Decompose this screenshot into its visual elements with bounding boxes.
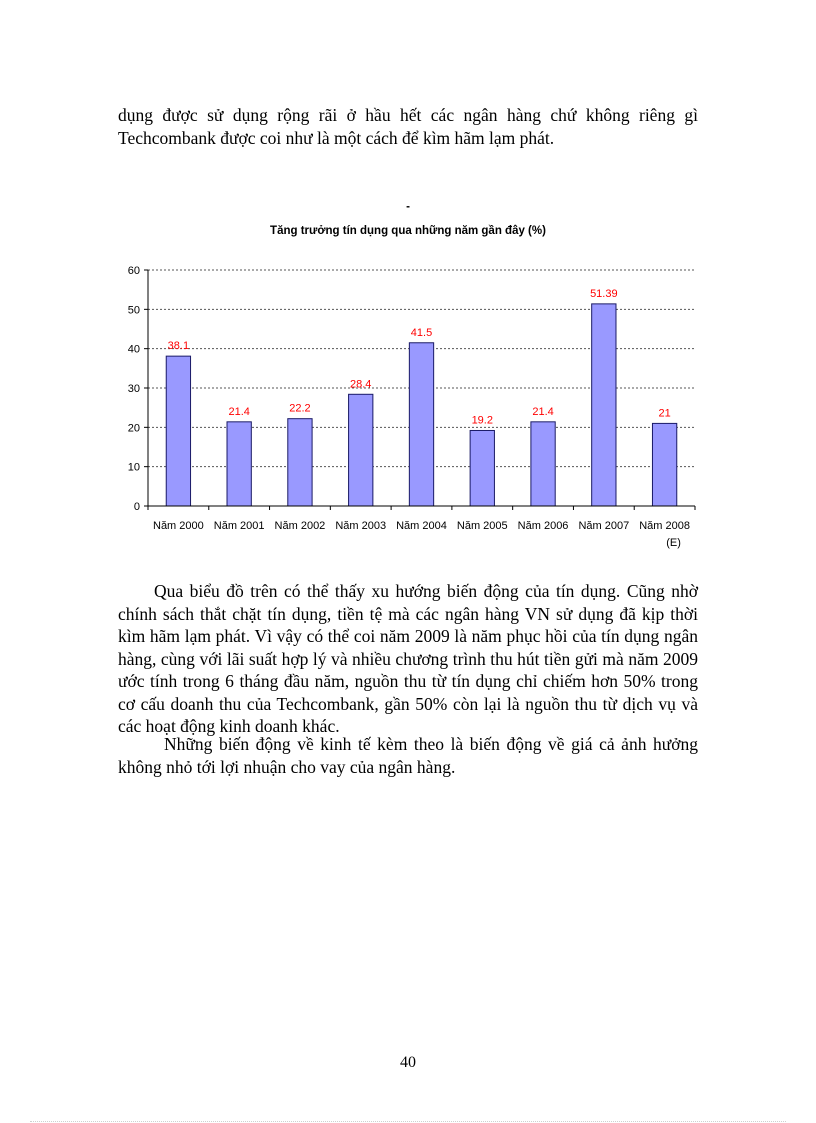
paragraph-analysis: Qua biểu đồ trên có thể thấy xu hướng biến động của tín dụng. Cũng nhờ chính sách thắt chặt tín dụng, tiền tệ mà các ngân hàng VN sử dụng đã kịp thời kìm hãm lạm phát. Vì vậy có thể coi năm 2009 là năm phục hồi của tín dụng ngân hàng, cùng với lãi suất hợp lý và nhiều chương trình thu hút tiền gửi mà năm 2009 ước tính trong 6 tháng đầu năm, nguồn thu từ tín dụng chỉ chiếm hơn 50% trong cơ cấu doanh thu của Techcombank, gần 50% còn lại là nguồn thu từ dịch vụ và các hoạt động kinh doanh khác. [118,581,698,736]
category-label: Năm 2004 [396,520,447,532]
y-tick-label: 0 [133,501,140,513]
category-label: Năm 2008 [639,520,690,532]
category-label: Năm 2000 [153,520,204,532]
category-label: Năm 2002 [274,520,326,532]
data-label: 19.2 [471,414,493,427]
y-tick-label: 30 [127,383,140,395]
chart-title: Tăng trưởng tín dụng qua những năm gần đây (%) [270,225,546,237]
bar-năm-2003 [349,394,373,506]
data-label: 21.4 [228,405,250,418]
y-axis-ticks [128,265,148,513]
chart-title-marker: - [406,201,410,213]
category-label: Năm 2003 [335,520,387,532]
bar-chart-svg [110,196,710,560]
category-labels [153,520,690,549]
data-label: 28.4 [350,378,372,391]
bar-năm-2000 [166,356,190,506]
y-tick-label: 40 [127,343,140,356]
category-sublabel: (E) [666,537,681,549]
bar-năm-2001 [227,422,251,506]
y-tick-label: 50 [127,304,140,317]
bar-năm-2002 [288,419,312,506]
data-label: 21.4 [532,405,554,418]
bar-năm-2006 [531,422,555,506]
y-tick-label: 60 [127,265,140,277]
category-label: Năm 2006 [517,520,569,532]
category-label: Năm 2001 [213,520,265,532]
page-number: 40 [400,1054,416,1071]
y-tick-label: 10 [127,461,140,474]
category-label: Năm 2005 [456,520,508,532]
data-label: 41.5 [410,326,433,339]
data-label: 21 [658,407,671,420]
bar-năm-2005 [470,430,494,506]
paragraph-intro: dụng được sử dụng rộng rãi ở hầu hết các ngân hàng chứ không riêng gì Techcombank được coi như là một cách để kìm hãm lạm phát. [118,105,698,148]
data-label: 51.39 [590,287,618,300]
page-bottom-divider [30,1121,786,1122]
y-tick-label: 20 [127,422,140,435]
bar-năm-2008 [652,423,676,506]
data-label: 22.2 [289,402,311,415]
category-label: Năm 2007 [578,520,630,532]
credit-growth-chart [110,196,710,560]
data-label: 38.1 [167,340,190,353]
paragraph-conclusion: Những biến động về kinh tế kèm theo là biến động về giá cả ảnh hưởng không nhỏ tới lợi nhuận cho vay của ngân hàng. [118,734,698,777]
bar-năm-2007 [592,304,616,506]
bar-năm-2004 [409,343,433,506]
